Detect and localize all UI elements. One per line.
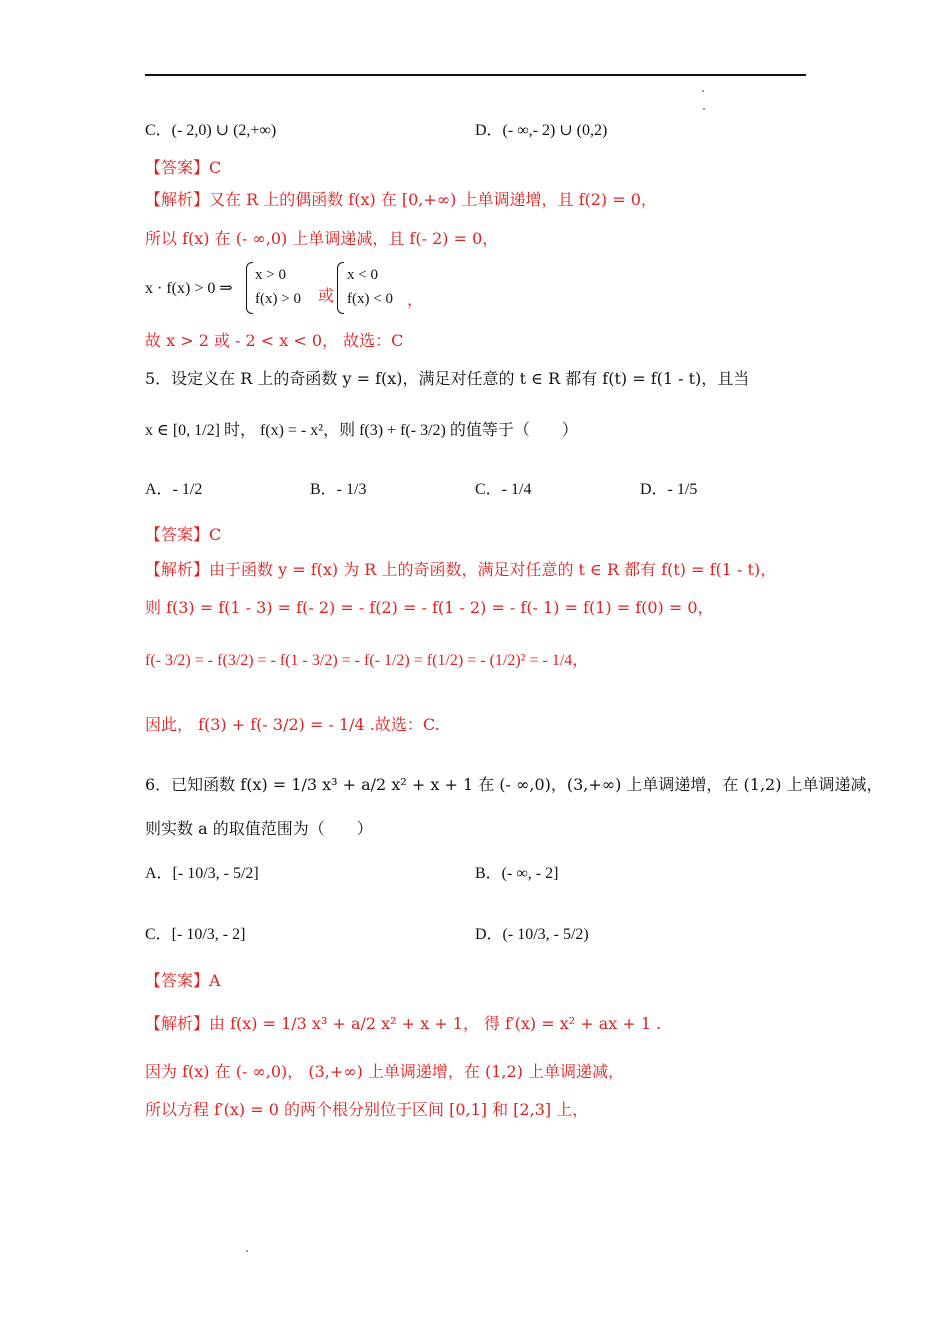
q5-analysis-line1: 【解析】由于函数 y = f(x) 为 R 上的奇函数，满足对任意的 t ∈ R 都有 f(t) = f(1 - t)，	[145, 560, 777, 579]
q6-option-d: D．(- 10/3, - 5/2)	[475, 926, 589, 943]
prev-analysis-line3	[145, 278, 233, 300]
implication-text: x · f(x) > 0 ⇒	[145, 280, 233, 297]
system-2: x < 0 f(x) < 0	[347, 267, 393, 307]
q5-analysis-line3: f(- 3/2) = - f(3/2) = - f(1 - 3/2) = - f(- 1/2) = f(1/2) = - (1/2)² = - 1/4，	[145, 652, 589, 669]
q5-stem-line2: x ∈ [0, 1/2] 时， f(x) = - x²，则 f(3) + f(- 3/2) 的值等于（ ）	[145, 422, 578, 439]
prev-analysis-line4: 故 x > 2 或 - 2 < x < 0， 故选：C	[145, 331, 404, 350]
prev-option-d: D．(- ∞,- 2) ∪ (0,2)	[475, 122, 608, 139]
q5-analysis-line4: 因此， f(3) + f(- 3/2) = - 1/4 .故选：C.	[145, 715, 440, 734]
prev-answer: 【答案】C	[145, 158, 222, 177]
prev-option-c: C．(- 2,0) ∪ (2,+∞)	[145, 122, 277, 139]
system-1: x > 0 f(x) > 0	[255, 267, 301, 307]
q6-option-b: B．(- ∞, - 2]	[475, 865, 559, 882]
artifact-dot	[702, 90, 704, 92]
left-brace-2	[337, 262, 344, 314]
header-rule	[145, 74, 806, 76]
left-brace-1	[246, 262, 253, 314]
prev-analysis-line2: 所以 f(x) 在 (- ∞,0) 上单调递减，且 f(- 2) = 0，	[145, 229, 499, 248]
q5-analysis-line2: 则 f(3) = f(1 - 3) = f(- 2) = - f(2) = - f(1 - 2) = - f(- 1) = f(1) = f(0) = 0，	[145, 598, 714, 617]
q6-stem-line2: 则实数 a 的取值范围为（ ）	[145, 819, 373, 838]
q5-option-c: C．- 1/4	[475, 481, 532, 498]
q5-option-a: A．- 1/2	[145, 481, 203, 498]
q5-option-d: D．- 1/5	[640, 481, 698, 498]
q5-answer: 【答案】C	[145, 525, 222, 544]
prev-analysis-line1: 【解析】又在 R 上的偶函数 f(x) 在 [0,+∞) 上单调递增，且 f(2) = 0，	[145, 190, 657, 209]
q6-answer: 【答案】A	[145, 971, 221, 990]
q5-option-b: B．- 1/3	[310, 481, 367, 498]
q6-option-a: A．[- 10/3, - 5/2]	[145, 865, 259, 882]
artifact-dot	[246, 1250, 248, 1252]
system-end: ，	[407, 290, 424, 309]
q6-analysis-line2: 因为 f(x) 在 (- ∞,0)， (3,+∞) 上单调递增，在 (1,2) 上单调递减，	[145, 1062, 625, 1081]
q6-stem-line1: 6．已知函数 f(x) = 1/3 x³ + a/2 x² + x + 1 在 (- ∞,0)，(3,+∞) 上单调递增，在 (1,2) 上单调递减，	[145, 775, 883, 794]
q6-option-c: C．[- 10/3, - 2]	[145, 926, 246, 943]
q6-analysis-line3: 所以方程 f′(x) = 0 的两个根分别位于区间 [0,1] 和 [2,3] 上，	[145, 1100, 589, 1119]
q6-analysis-line1: 【解析】由 f(x) = 1/3 x³ + a/2 x² + x + 1， 得 f′(x) = x² + ax + 1 .	[145, 1014, 662, 1033]
q5-stem-line1: 5．设定义在 R 上的奇函数 y = f(x)，满足对任意的 t ∈ R 都有 f(t) = f(1 - t)，且当	[145, 369, 750, 388]
or-text: 或	[318, 286, 335, 305]
artifact-dot	[703, 108, 705, 110]
